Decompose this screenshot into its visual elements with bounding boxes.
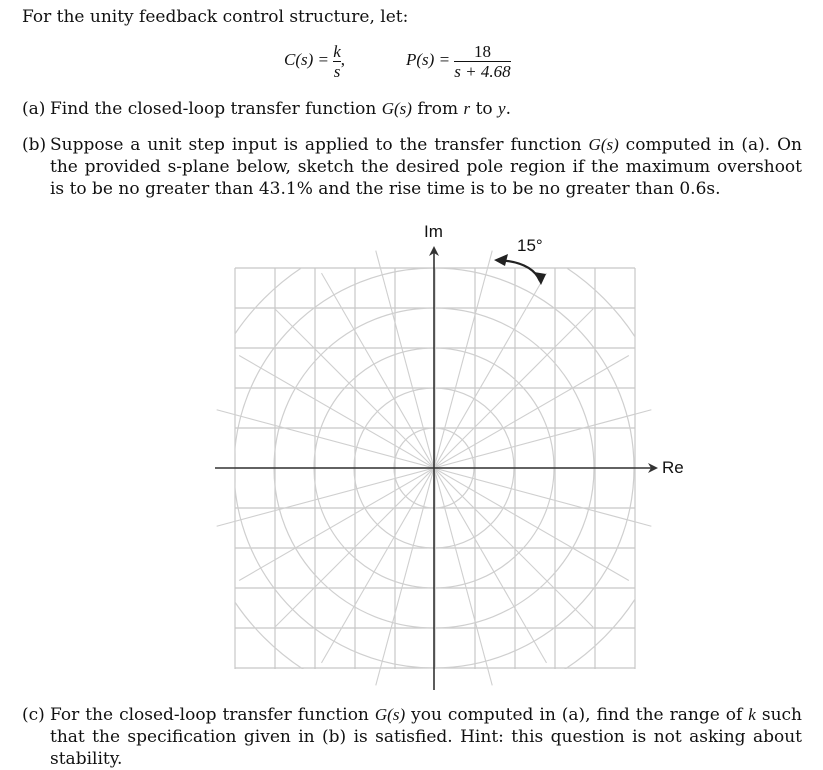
c-comma: ,: [340, 50, 346, 69]
part-c-text-2: you computed in (a), find the range of: [405, 705, 749, 725]
part-c-g: G(s): [374, 705, 406, 724]
part-a-r: r: [463, 99, 471, 118]
part-a-tag: (a): [22, 99, 46, 119]
angle-arrowhead-right-icon: [534, 272, 546, 285]
c-lhs: C(s) =: [284, 50, 329, 69]
part-a-text-4: .: [505, 99, 511, 119]
p-denominator: s + 4.68: [454, 61, 511, 81]
part-c-tag: (c): [22, 705, 45, 725]
part-a-g: G(s): [381, 99, 412, 118]
p-lhs: P(s) =: [406, 50, 451, 69]
part-b-text-1: Suppose a unit step input is applied to the transfer function: [50, 135, 589, 155]
intro-text: For the unity feedback control structure, let:: [22, 7, 409, 27]
re-axis-label: Re: [662, 458, 684, 477]
part-a-text-2: from: [411, 99, 464, 119]
c-denominator: s: [333, 61, 341, 81]
im-axis-label: Im: [424, 222, 443, 241]
part-c-body: [50, 704, 802, 770]
part-a-y: y: [498, 99, 506, 118]
part-b-g: G(s): [588, 135, 619, 154]
part-a-text-3: to: [470, 99, 499, 119]
part-c-text-3: such that the specification given in (b) is satisfied. Hint: this question is not asking about stability.: [50, 705, 802, 769]
p-numerator: 18: [473, 41, 491, 61]
part-c-text-1: For the closed-loop transfer function: [50, 705, 375, 725]
part-b-tag: (b): [22, 135, 47, 155]
part-c: [22, 704, 802, 770]
angle-arrowhead-left-icon: [494, 254, 508, 266]
part-c-k: k: [748, 705, 756, 724]
part-a-text-1: Find the closed-loop transfer function: [50, 99, 382, 119]
c-numerator: k: [333, 41, 341, 61]
angle-label: 15°: [517, 236, 543, 255]
part-b-text-2: computed in (a). On the provided s-plane below, sketch the desired pole region if the maximum overshoot is to be no greater than 43.1% and the rise time is to be no greater than 0.6s.: [50, 135, 802, 199]
